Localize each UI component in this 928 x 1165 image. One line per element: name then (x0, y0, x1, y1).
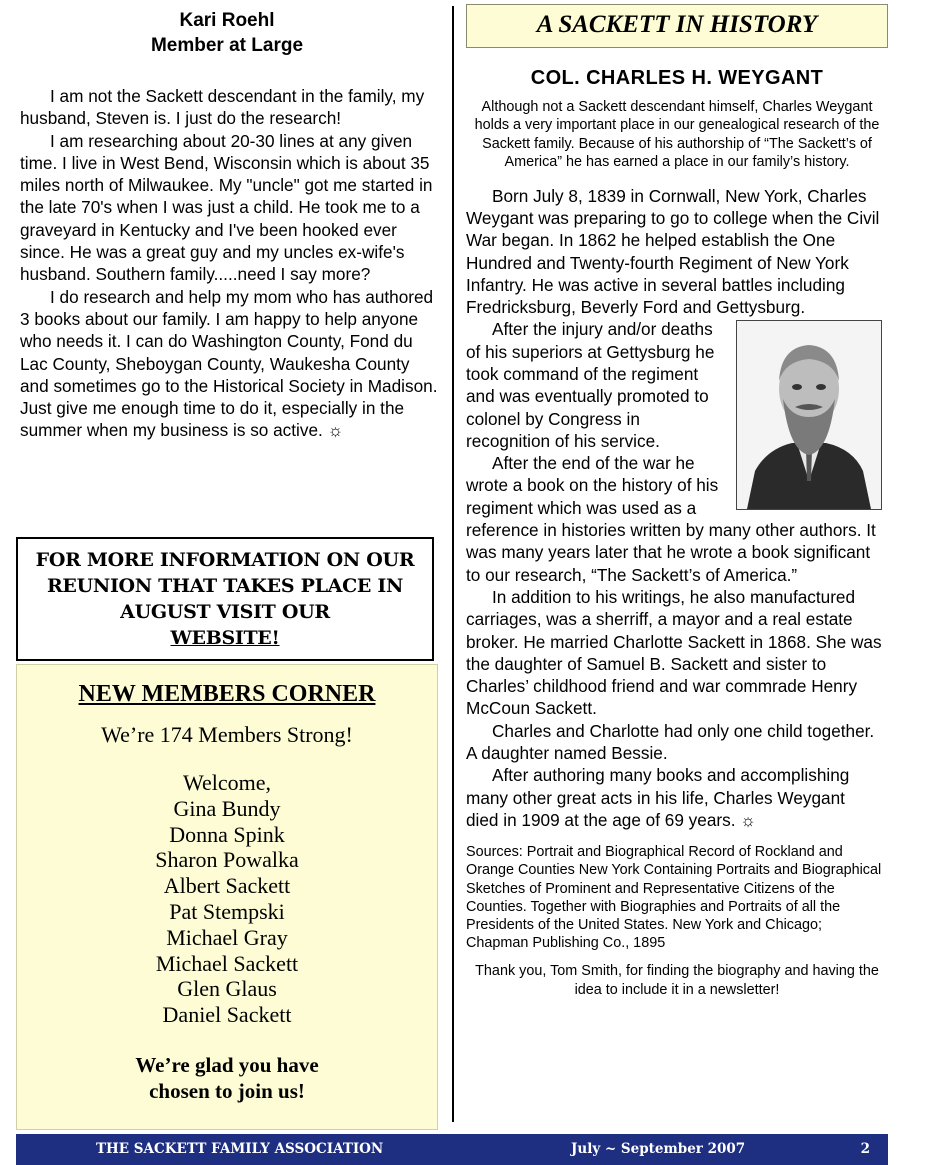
profile-paragraph: I am researching about 20-30 lines at any given time. I live in West Bend, Wisconsin which is about 35 miles north of Milwaukee. My "uncle" got me started in the late 70's when I was just a child. He took me to a graveyard in Kentucky and I've been hooked ever since. He was a great guy and my uncles ex-wife's husband. Southern family.....need I say more? (20, 130, 433, 285)
author-name: Kari Roehl (179, 10, 275, 31)
member-name: Glen Glaus (177, 976, 277, 1002)
members-count: We’re 174 Members Strong! (101, 722, 353, 747)
author-role: Member at Large (150, 35, 304, 56)
portrait-icon (737, 321, 881, 509)
article-paragraph: After the injury and/or deaths of his superiors at Gettysburg he took command of the regiment and was eventually promoted to colonel by Congress in recognition of his service. (466, 319, 715, 451)
right-column (466, 4, 888, 999)
members-closing (17, 1052, 437, 1104)
closing-line: We’re glad you have (135, 1052, 319, 1077)
members-title: NEW MEMBERS CORNER (78, 681, 376, 707)
article-title: COL. CHARLES H. WEYGANT (530, 67, 824, 89)
page-number: 2 (860, 1141, 870, 1157)
reunion-info-text: FOR MORE INFORMATION ON OUR REUNION THAT TAKES PLACE IN AUGUST VISIT OUR (35, 549, 415, 623)
article-paragraph: After the end of the war he wrote a book on the history of his regiment which was used as a reference in histories written by many other authors. It was many years later that he wrote a book significant to our research, “The Sackett’s of America.” (466, 453, 876, 585)
member-name: Michael Sackett (155, 950, 299, 976)
member-name: Sharon Powalka (155, 847, 299, 873)
page-footer (16, 1134, 888, 1165)
website-link[interactable]: WEBSITE! (170, 627, 280, 649)
column-divider (452, 6, 454, 1122)
history-banner: A SACKETT IN HISTORY (466, 4, 888, 48)
member-name: Daniel Sackett (162, 1002, 292, 1028)
footer-issue-date: July ~ September 2007 (571, 1141, 746, 1157)
article-intro: Although not a Sackett descendant himself, Charles Weygant holds a very important place in our genealogical research of the Sackett family. Because of his authorship of “The Sackett’s of America” he has earned a place in our family’s history. (474, 99, 880, 171)
profile-paragraph: I am not the Sackett descendant in the family, my husband, Steven is. I just do the research! (20, 86, 425, 129)
footer-organization: THE SACKETT FAMILY ASSOCIATION (96, 1141, 384, 1157)
left-column (16, 8, 438, 1103)
member-name: Albert Sackett (163, 873, 291, 899)
new-members-corner (16, 664, 438, 1130)
article-paragraph: In addition to his writings, he also manufactured carriages, was a sherriff, a mayor and a real estate broker. He married Charlotte Sackett in 1868. She was the daughter of Samuel B. Sackett and sister to Charles’ childhood friend and war commrade Henry McCoun Sackett. (466, 586, 882, 719)
article-sources: Sources: Portrait and Biographical Record of Rockland and Orange Counties New York Containing Portraits and Biographical Sketches of Prominent and Representative Citizens of the Counties. Together with Biographies and Portraits of all the Presidents of the United States. New York and Chicago; Chapman Publishing Co., 1895 (466, 844, 882, 952)
member-profile-text (16, 85, 438, 442)
member-name: Michael Gray (166, 924, 288, 950)
member-name: Gina Bundy (173, 795, 281, 821)
article-paragraph: Charles and Charlotte had only one child together. A daughter named Bessie. (466, 720, 875, 764)
member-name: Donna Spink (169, 821, 285, 847)
portrait-photo (736, 320, 882, 510)
article-paragraph: After authoring many books and accomplishing many other great acts in his life, Charles Weygant died in 1909 at the age of 69 years. ☼ (466, 765, 850, 830)
reunion-info-box (16, 537, 434, 661)
profile-paragraph: I do research and help my mom who has authored 3 books about our family. I am happy to help anyone who needs it. I can do Washington County, Fond du Lac County, Sheboygan County, Waukesha County and sometimes go to the Historical Society in Madison. Just give me enough time to do it, especially in the summer when my business is so active. ☼ (20, 286, 438, 441)
article-thanks: Thank you, Tom Smith, for finding the biography and having the idea to include it in a newsletter! (475, 963, 879, 998)
members-welcome: Welcome, (182, 770, 272, 795)
closing-line: chosen to join us! (149, 1078, 305, 1103)
article-paragraph: Born July 8, 1839 in Cornwall, New York, Charles Weygant was preparing to go to college when the Civil War began. In 1862 he helped establish the One Hundred and Twenty-fourth Regiment of New York Infantry. He was active in several battles including Fredricksburg, Beverly Ford and Gettysburg. (466, 185, 880, 318)
new-members-list (17, 796, 437, 1028)
article-body (466, 185, 882, 832)
member-name: Pat Stempski (169, 898, 285, 924)
